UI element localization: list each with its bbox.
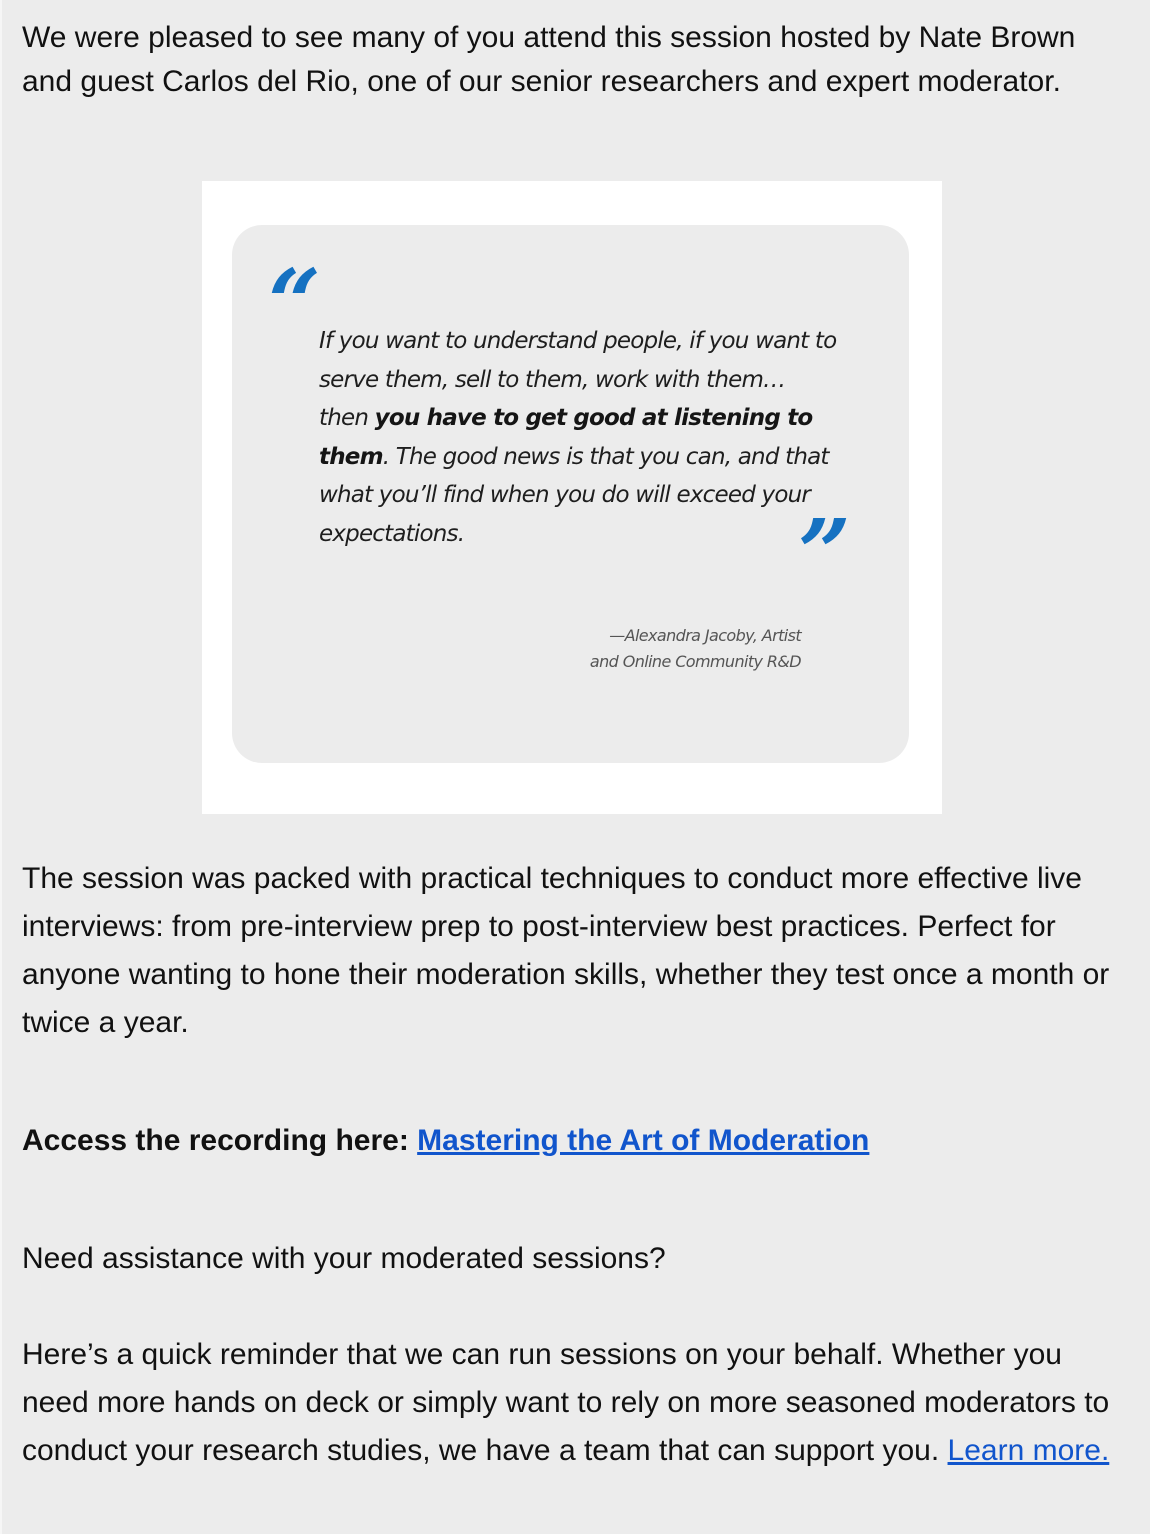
- open-quote-icon: “: [268, 249, 315, 357]
- intro-paragraph: We were pleased to see many of you attend this session hosted by Nate Brown and guest Carlos del Rio, one of our senior researchers and expert moderator.: [22, 21, 1076, 98]
- attribution-line-1: —Alexandra Jacoby, Artist: [609, 626, 801, 645]
- left-border: [0, 0, 2, 1534]
- quote-text: [319, 322, 839, 553]
- close-quote-icon: ”: [798, 499, 845, 607]
- reminder-paragraph: [22, 1331, 1122, 1475]
- reminder-text: Here’s a quick reminder that we can run sessions on your behalf. Whether you need more hands on deck or simply want to rely on more seasoned moderators to conduct your research studies, we have a team that can support you.: [22, 1338, 1110, 1467]
- learn-more-link[interactable]: Learn more.: [947, 1434, 1110, 1467]
- recording-label: Access the recording here:: [22, 1124, 418, 1157]
- recording-paragraph: [22, 1117, 1122, 1165]
- assistance-question: Need assistance with your moderated sessions?: [22, 1242, 666, 1275]
- session-paragraph: The session was packed with practical techniques to conduct more effective live interviews: from pre-interview prep to post-interview best practices. Perfect for anyone wanting to hone their moderation skills, whether they test once a month or twice a year.: [22, 862, 1110, 1039]
- attribution-line-2: and Online Community R&D: [589, 652, 801, 671]
- quote-text-end: . The good news is that you can, and that what you’ll find when you do will exceed your expectations.: [319, 443, 829, 547]
- quote-text-start: If you want to understand people, if you want to serve them, sell to them, work with them… then: [319, 328, 837, 431]
- quote-text-emphasis: you have to get good at listening to them: [319, 405, 813, 470]
- quote-image: [202, 181, 942, 814]
- quote-card: [232, 225, 909, 763]
- recording-link[interactable]: Mastering the Art of Moderation: [417, 1124, 870, 1157]
- quote-attribution: [590, 623, 801, 675]
